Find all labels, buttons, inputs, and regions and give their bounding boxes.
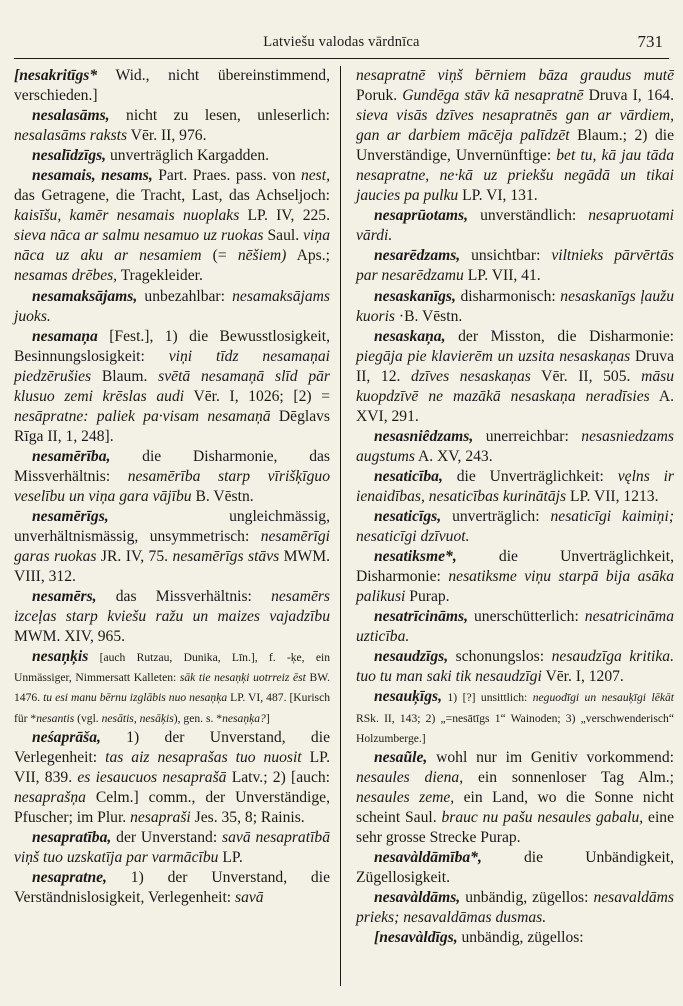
entry-text: nesantis: [36, 711, 75, 725]
entry-text: Tragekleider.: [117, 267, 203, 285]
entry-headword: nesalasāms,: [32, 107, 110, 125]
dictionary-entry: [14, 106, 330, 146]
dictionary-entry: [14, 146, 330, 166]
entry-text: brauc nu pašu nesaules gabalu,: [441, 808, 644, 826]
dictionary-entry: [356, 687, 674, 747]
entry-text: nest,: [300, 167, 330, 185]
entry-text: LP. VI, 487. [Kurisch für *: [14, 691, 331, 725]
dictionary-entry: [14, 728, 330, 828]
dictionary-entry: [14, 66, 330, 106]
entry-text: unverträglich:: [441, 508, 551, 526]
entry-headword: nesaũle,: [374, 748, 428, 766]
entry-text: bet tu, kā jau tāda nesapratne, ne·kā uz priekšu negādā un tikai jaucies pa pulku: [356, 147, 674, 205]
entry-headword: nesamaksājams,: [32, 287, 138, 305]
entry-text: sieva visās dzīves nesapratnēs gan ar vārdiem, gan ar darbiem mācēja palīdzēt: [356, 107, 674, 145]
entry-text: der Unverstand:: [111, 828, 223, 846]
entry-text: Celm.] comm., der Unverständige, Pfuscher; im Plur.: [14, 788, 330, 826]
entry-headword: nesaskanīgs,: [374, 287, 456, 305]
entry-text: nesatiksme viņu starpā bija asāka palikusi: [356, 568, 674, 606]
dictionary-entry: [356, 206, 674, 246]
entry-text: svētā nesamaņā slīd pār klusuo zemi krēslas audi: [14, 367, 330, 405]
entry-headword: nesapratība,: [32, 828, 112, 846]
entry-text: viņi tīdz nesamaņai piedzērušies: [14, 347, 330, 385]
column-divider: [340, 66, 341, 986]
entry-text: die Unbändigkeit, Zügellosigkeit.: [356, 848, 674, 886]
entry-text: piegāja pie klavierēm un uzsita nesaskaņas: [356, 347, 631, 365]
entry-text: 1) der Unverstand, die Verständnislosigkeit, Verlegenheit:: [14, 868, 330, 906]
entry-text: ungleichmässig, unverhältnismässig, unsymmetrisch:: [14, 508, 330, 546]
entry-text: MWM. XIV, 965.: [14, 628, 126, 646]
entry-text: Blaum.: [91, 367, 159, 385]
dictionary-entry: [14, 587, 330, 647]
entry-text: RSk. II, 143; 2) „=nesātīgs 1“ Wainoden; 3) „verschwenderisch“ Holzumberge.]: [356, 711, 674, 745]
entry-text: nesaules zeme,: [356, 788, 455, 806]
entry-text: nesavaldāms prieks; nesavaldāmas dusmas.: [356, 888, 674, 926]
dictionary-entry: [356, 287, 674, 327]
entry-text: LP. VII, 1213.: [566, 487, 659, 505]
entry-text: dzīves nesaskaņas: [411, 367, 531, 385]
entry-text: Vēr. II, 976.: [127, 127, 207, 145]
entry-text: Latv.; 2) [auch:: [226, 768, 330, 786]
entry-headword: nesamais, nesams,: [32, 167, 153, 185]
entry-headword: nesasniêdzams,: [374, 427, 474, 445]
entry-text: ), gen. s. *: [173, 711, 223, 725]
entry-text: nēšiem): [237, 247, 287, 265]
entry-text: [auch Rutzau, Dunika, Līn.], f. -ķe, ein Unmässiger, Nimmersatt Kalleten:: [14, 651, 330, 685]
dictionary-entry: [356, 647, 674, 687]
entry-text: LP. VII, 839.: [14, 748, 330, 786]
left-column: [14, 66, 330, 908]
entry-text: nesamas drēbes,: [14, 267, 118, 285]
dictionary-entry: [356, 246, 674, 286]
entry-headword: nesamērība,: [32, 447, 111, 465]
entry-text: 1) [?] unsittlich:: [442, 691, 533, 705]
entry-text: wohl nur im Genitiv vorkommend:: [427, 748, 674, 766]
entry-headword: nesauķīgs,: [374, 688, 443, 706]
entry-text: kaisīšu, kamēr nesamais nuoplaks: [14, 207, 240, 225]
entry-headword: nesarēdzams,: [374, 247, 461, 265]
entry-headword: nesaprūotams,: [374, 207, 469, 225]
entry-text: nesaules diena,: [356, 768, 464, 786]
entry-text: māsu kuopdzīvē ne mazākā nesaskaņa neradīsies: [356, 367, 674, 405]
entry-text: unbezahlbar:: [137, 287, 233, 305]
entry-text: ein sonnenloser Tag Alm.;: [463, 768, 674, 786]
entry-text: disharmonisch:: [455, 287, 561, 305]
entry-text: LP.: [218, 848, 243, 866]
entry-text: savā: [235, 888, 264, 906]
entry-text: Druva I, 164.: [583, 87, 675, 105]
dictionary-entry: [356, 928, 674, 948]
entry-text: nesamērs izceļas starp kviešu ražu un maizes vajadzību: [14, 588, 330, 626]
dictionary-entry: [356, 327, 674, 427]
entry-text: Purap.: [405, 588, 450, 606]
entry-headword: [nesavàldīgs,: [374, 929, 458, 947]
dictionary-entry: [14, 868, 330, 908]
entry-text: nicht zu lesen, unleserlich:: [109, 107, 330, 125]
entry-text: Poruk.: [356, 87, 403, 105]
entry-headword: nesaudzīgs,: [374, 648, 449, 666]
entry-text: nesamērīgs stāvs: [172, 548, 280, 566]
dictionary-entry: [356, 507, 674, 547]
page-header: [14, 30, 669, 58]
right-column: [356, 66, 674, 948]
entry-headword: nesavàldāms,: [374, 888, 461, 906]
entry-text: Vēr. I, 1026; [2) =: [184, 387, 330, 405]
entry-text: nesaskanīgs ļaužu kuoris: [356, 287, 674, 325]
entry-headword: nesaticība,: [374, 467, 443, 485]
entry-text: nesamērīgi garas ruokas: [14, 528, 330, 566]
entry-text: eine sehr grosse Strecke Purap.: [356, 808, 674, 846]
entry-text: (vgl.: [74, 711, 102, 725]
dictionary-entry: [356, 467, 674, 507]
entry-headword: nesatiksme*,: [374, 548, 457, 566]
entry-headword: [nesakritīgs*: [14, 67, 98, 84]
entry-headword: nesamērīgs,: [32, 508, 109, 526]
entry-text: die Unverträglichkeit:: [442, 467, 618, 485]
entry-headword: nesatrīcināms,: [374, 608, 469, 626]
dictionary-entry: [14, 447, 330, 507]
entry-text: BW. 1476.: [14, 671, 330, 705]
entry-text: Gundēga stāv kā nesapratnē: [402, 87, 584, 105]
dictionary-entry: [14, 828, 330, 868]
entry-headword: nesaticīgs,: [374, 508, 442, 526]
page-number: 731: [637, 32, 663, 51]
entry-text: Saul.: [263, 227, 304, 245]
entry-text: B. Vēstn.: [191, 487, 254, 505]
entry-text: LP. VII, 41.: [463, 267, 541, 285]
entry-headword: nesapratne,: [32, 868, 107, 886]
dictionary-entry: [14, 287, 330, 327]
entry-text: LP. VI, 131.: [458, 187, 538, 205]
entry-text: ein Land, wo die Sonne nicht scheint Saul.: [356, 788, 675, 826]
dictionary-entry: [356, 848, 674, 888]
entry-headword: nesamērs,: [32, 588, 97, 606]
entry-text: schonungslos:: [448, 648, 552, 666]
entry-text: A. XVI, 291.: [356, 387, 675, 425]
entry-text: nesapraši: [130, 808, 191, 826]
entry-text: nesapruotami vārdi.: [356, 207, 674, 245]
entry-text: das Getragene, die Tracht, Last, das Achseljoch:: [14, 187, 330, 205]
entry-text: nesaprašņa: [14, 788, 86, 806]
dictionary-entry: [14, 507, 330, 587]
dictionary-entry: [356, 547, 674, 607]
entry-text: Part. Praes. pass. von: [152, 167, 301, 185]
entry-text: Aps.;: [286, 247, 330, 265]
dictionary-entry: [356, 66, 674, 206]
entry-text: unsichtbar:: [460, 247, 552, 265]
entry-text: LP. IV, 225.: [239, 207, 330, 225]
header-rule: [14, 58, 669, 59]
entry-text: das Missverhältnis:: [96, 588, 272, 606]
entry-text: (=: [201, 247, 238, 265]
entry-text: tu esi manu bērnu izglābis nuo nesaņķa: [43, 691, 228, 705]
entry-text: nesalasāms raksts: [14, 127, 128, 145]
entry-text: Vēr. I, 1207.: [541, 668, 624, 686]
entry-text: Vēr. II, 505.: [530, 367, 642, 385]
entry-text: viņa nāca uz aku ar nesamiem: [14, 227, 330, 265]
entry-text: Dēglavs Rīga II, 1, 248].: [14, 407, 330, 445]
entry-text: unerreichbar:: [473, 427, 582, 445]
dictionary-entry: [356, 888, 674, 928]
entry-text: Wid., nicht übereinstimmend, verschieden.]: [14, 67, 330, 105]
dictionary-entry: [356, 427, 674, 467]
entry-text: sāk tie nesaņķi uotrreiz ēst: [179, 671, 306, 685]
entry-text: Jes. 35, 8; Rainis.: [190, 808, 305, 826]
entry-text: 1) der Unverstand, die Verlegenheit:: [14, 728, 330, 766]
entry-text: nesātis, nesāķis: [101, 711, 174, 725]
entry-text: nesasniedzams augstums: [356, 427, 674, 465]
entry-text: sieva nāca ar salmu nesamuo uz ruokas: [14, 227, 264, 245]
entry-text: nesatricināma uzticība.: [356, 608, 674, 646]
entry-headword: nesavàldāmība*,: [374, 848, 482, 866]
entry-text: Druva II, 12.: [356, 347, 674, 385]
entry-text: ]: [265, 711, 270, 725]
entry-text: savā nesapratībā viņš tuo uzskatīja par varmācību: [14, 828, 330, 866]
dictionary-entry: [356, 607, 674, 647]
entry-text: Blaum.; 2) die Unverständige, Unvernünftige:: [356, 127, 674, 165]
entry-text: es iesaucuos nesaprašā: [77, 768, 227, 786]
entry-headword: nesaskaņa,: [374, 327, 446, 345]
entry-text: unerschütterlich:: [468, 608, 585, 626]
dictionary-entry: [356, 748, 674, 848]
entry-text: die Unverträglichkeit, Disharmonie:: [356, 548, 674, 586]
dictionary-entry: [14, 327, 330, 447]
entry-headword: neśaprāša,: [32, 728, 101, 746]
entry-text: tas aiz nesaprašas tuo nuosit: [105, 748, 302, 766]
entry-text: nesaticīgi kaimiņi; nesaticīgi dzīvuot.: [356, 508, 675, 546]
entry-text: JR. IV, 75.: [96, 548, 173, 566]
entry-text: nesāpratne: paliek pa·visam nesamaņā: [14, 407, 271, 425]
entry-text: viltnieks pārvērtās par nesarēdzamu: [356, 247, 674, 285]
entry-text: nesaudzīga kritika. tuo tu man saki tik nesaudzīgi: [356, 648, 674, 686]
entry-headword: nesaņķis: [32, 648, 89, 666]
entry-text: A. XV, 243.: [414, 447, 493, 465]
entry-text: die Disharmonie, das Missverhältnis:: [14, 447, 330, 485]
entry-text: unverträglich Kargadden.: [106, 147, 270, 165]
entry-text: der Misston, die Disharmonie:: [445, 327, 674, 345]
entry-text: nesamaksājams juoks.: [14, 287, 330, 325]
entry-text: ·B. Vēstn.: [394, 307, 463, 325]
dictionary-entry: [14, 166, 330, 286]
running-title: Latviešu valodas vārdnīca: [263, 34, 420, 50]
entry-text: MWM. VIII, 312.: [14, 548, 331, 586]
entry-text: neguodīgi un nesauķīgi lēkāt: [532, 691, 675, 705]
entry-text: unverständlich:: [468, 207, 589, 225]
entry-text: unbändig, zügellos:: [460, 888, 594, 906]
entry-text: unbändig, zügellos:: [457, 929, 584, 947]
entry-text: vęlns ir ienaidības, nesaticības kurinātājs: [356, 467, 675, 505]
dictionary-entry: [14, 647, 330, 727]
entry-text: nesapratnē viņš bērniem bāza graudus mutē: [356, 67, 674, 84]
entry-text: [Fest.], 1) die Bewusstlosigkeit, Besinnungslosigkeit:: [14, 327, 330, 365]
entry-headword: nesalīdzīgs,: [32, 147, 107, 165]
entry-headword: nesamaņa: [32, 327, 98, 345]
entry-text: nesamērība starp vīrišķīguo veselību un viņa gara vājību: [14, 467, 330, 505]
entry-text: nesaņķa?: [222, 711, 266, 725]
